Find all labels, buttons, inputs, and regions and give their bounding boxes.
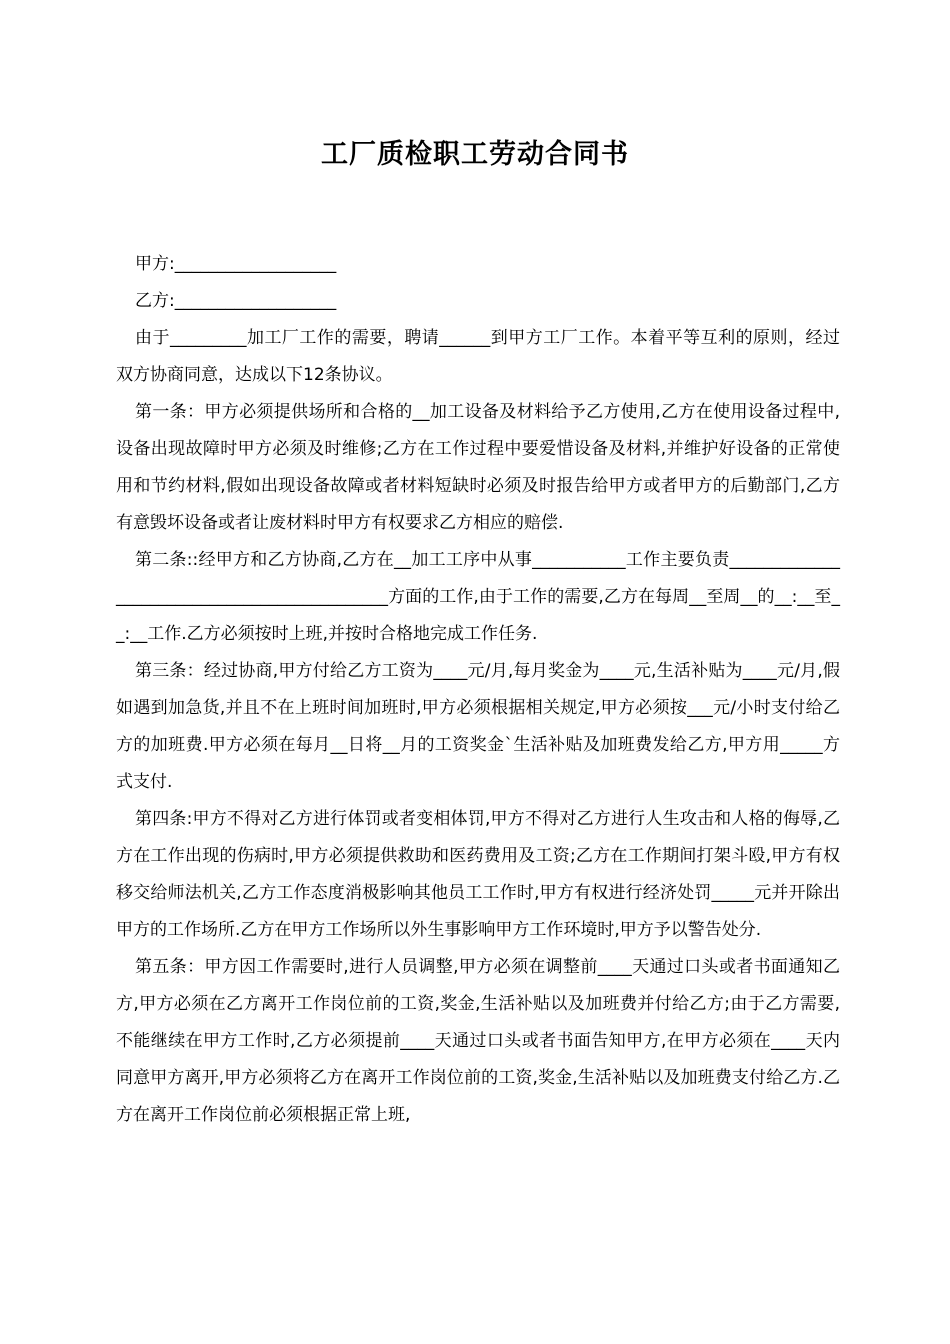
party-a-line: 甲方:___________________ [135, 254, 337, 274]
document-body [116, 246, 840, 1134]
article-3-paragraph: 第三条：经过协商,甲方付给乙方工资为____元/月,每月奖金为____元,生活补贴为____元/月,假如遇到加急货,并且不在上班时间加班时,甲方必须根据相关规定,甲方必须按___元/小时支付给乙方的加班费.甲方必须在每月__日将__月的工资奖金`生活补贴及加班费发给乙方,甲方用_____方式支付. [116, 661, 840, 792]
party-b-line: 乙方:___________________ [135, 291, 337, 311]
article-5-paragraph: 第五条：甲方因工作需要时,进行人员调整,甲方必须在调整前____天通过口头或者书面通知乙方,甲方必须在乙方离开工作岗位前的工资,奖金,生活补贴以及加班费并付给乙方;由于乙方需要,不能继续在甲方工作时,乙方必须提前____天通过口头或者书面告知甲方,在甲方必须在____天内同意甲方离开,甲方必须将乙方在离开工作岗位前的工资,奖金,生活补贴以及加班费支付给乙方.乙方在离开工作岗位前必须根据正常上班, [116, 957, 840, 1125]
preamble-paragraph: 由于_________加工厂工作的需要，聘请______到甲方工厂工作。本着平等互利的原则，经过双方协商同意，达成以下12条协议。 [116, 328, 840, 385]
article-4-paragraph: 第四条:甲方不得对乙方进行体罚或者变相体罚,甲方不得对乙方进行人生攻击和人格的侮辱,乙方在工作出现的伤病时,甲方必须提供救助和医药费用及工资;乙方在工作期间打架斗殴,甲方有权移交给师法机关,乙方工作态度消极影响其他员工工作时,甲方有权进行经济处罚_____元并开除出甲方的工作场所.乙方在甲方工作场所以外生事影响甲方工作环境时,甲方予以警告处分. [116, 809, 840, 940]
article-1-paragraph: 第一条：甲方必须提供场所和合格的__加工设备及材料给予乙方使用,乙方在使用设备过程中,设备出现故障时甲方必须及时维修;乙方在工作过程中要爱惜设备及材料,并维护好设备的正常使用和节约材料,假如出现设备故障或者材料短缺时必须及时报告给甲方或者甲方的后勤部门,乙方有意毁坏设备或者让废材料时甲方有权要求乙方相应的赔偿. [116, 402, 840, 533]
article-2-paragraph: 第二条::经甲方和乙方协商,乙方在__加工工序中从事___________工作主要负责_____________________________________________方面的工作,由于工作的需要,乙方在每周__至周__的__:__至__:__工作.乙方必须按时上班,并按时合格地完成工作任务. [116, 550, 840, 644]
document-title: 工厂质检职工劳动合同书 [321, 139, 629, 170]
